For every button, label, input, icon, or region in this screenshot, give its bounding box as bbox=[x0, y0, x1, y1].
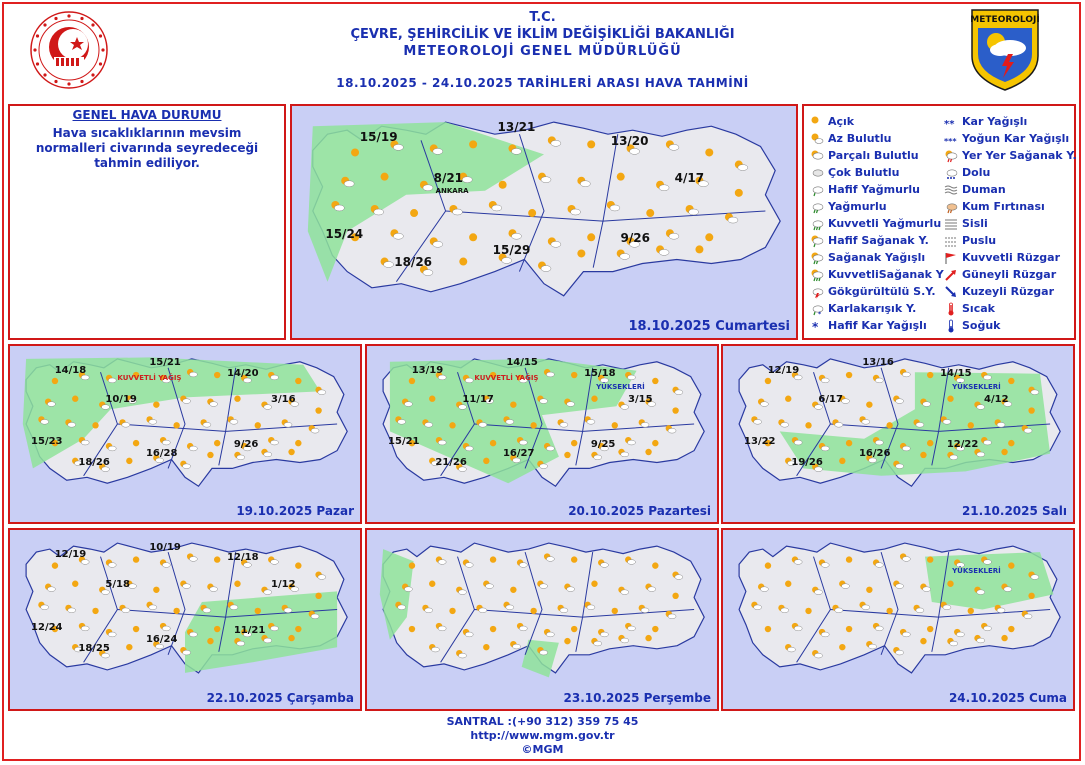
temperature-label: 10/19 bbox=[149, 541, 181, 553]
sun-icon bbox=[920, 452, 926, 458]
footer-url[interactable]: http://www.mgm.gov.tr bbox=[470, 729, 615, 742]
sun-icon bbox=[490, 440, 496, 446]
highlands-label: YÜKSEKLERİ bbox=[952, 382, 1001, 391]
sun-icon bbox=[133, 440, 139, 446]
forecast-map-date-label: 22.10.2025 Çarşamba bbox=[206, 691, 354, 705]
svg-text:*: * bbox=[812, 319, 819, 333]
temperature-label: 21/26 bbox=[435, 456, 467, 468]
temperature-label: 15/19 bbox=[359, 130, 398, 145]
rain-icon bbox=[810, 200, 824, 214]
sun-icon bbox=[410, 209, 418, 217]
sun-icon bbox=[571, 626, 577, 632]
sun-icon bbox=[207, 452, 213, 458]
forecast-map-date-label: 23.10.2025 Perşembe bbox=[563, 691, 711, 705]
light-rain-icon bbox=[810, 183, 824, 197]
legend-item bbox=[810, 198, 944, 215]
legend-item bbox=[944, 181, 1077, 198]
sun-icon bbox=[288, 635, 294, 641]
temperature-label: 13/21 bbox=[497, 120, 536, 135]
temperature-label: 14/18 bbox=[54, 364, 87, 376]
sun-icon bbox=[499, 181, 507, 189]
temperature-label: 13/20 bbox=[610, 134, 649, 149]
sun-icon bbox=[351, 148, 359, 156]
sleet-icon bbox=[810, 302, 824, 316]
legend-item-label: Hafif Kar Yağışlı bbox=[828, 319, 927, 332]
legend-item-label: Çok Bulutlu bbox=[828, 166, 900, 179]
legend-item-label: Gökgürültülü S.Y. bbox=[828, 285, 936, 298]
strong-wind-icon bbox=[944, 251, 958, 265]
temperature-label: 5/18 bbox=[105, 579, 130, 591]
temperature-label: 9/25 bbox=[590, 438, 616, 450]
sun-icon bbox=[571, 372, 577, 378]
forecast-map-day-6 bbox=[365, 528, 719, 711]
sun-icon bbox=[1028, 407, 1034, 413]
legend-item-label: Az Bulutlu bbox=[828, 132, 892, 145]
ankara-label: ANKARA bbox=[435, 186, 469, 195]
temperature-label: 3/15 bbox=[628, 394, 653, 406]
legend-item bbox=[810, 300, 944, 317]
temperature-label: 9/26 bbox=[620, 231, 650, 246]
sun-icon bbox=[846, 626, 852, 632]
temperature-label: 12/24 bbox=[31, 621, 63, 633]
sun-icon bbox=[214, 556, 220, 562]
hail-icon bbox=[944, 166, 958, 180]
legend-item-label: Karlakarışık Y. bbox=[828, 302, 917, 315]
sun-icon bbox=[1008, 626, 1014, 632]
legend-item-label: Sağanak Yağışlı bbox=[828, 251, 926, 264]
legend-item bbox=[944, 300, 1077, 317]
sun-icon bbox=[234, 396, 240, 402]
sun-icon bbox=[920, 638, 926, 644]
legend-item-label: KuvvetliSağanak Y bbox=[828, 268, 944, 281]
sun-icon bbox=[530, 608, 536, 614]
temperature-label: 12/18 bbox=[227, 552, 259, 564]
sun-icon bbox=[846, 372, 852, 378]
general-weather-title: GENEL HAVA DURUMU bbox=[72, 108, 222, 122]
sun-icon bbox=[805, 422, 811, 428]
sun-icon bbox=[449, 422, 455, 428]
temperature-label: 1/12 bbox=[271, 579, 296, 591]
sun-icon bbox=[564, 452, 570, 458]
temperature-label: 16/28 bbox=[145, 447, 178, 459]
temperature-label: 18/26 bbox=[394, 255, 433, 270]
sun-icon bbox=[846, 440, 852, 446]
weather-legend bbox=[802, 104, 1076, 340]
sun-icon bbox=[927, 372, 933, 378]
sun-icon bbox=[133, 556, 139, 562]
legend-item bbox=[810, 317, 944, 334]
temperature-label: 15/18 bbox=[584, 367, 616, 379]
sun-icon bbox=[490, 626, 496, 632]
sun-icon bbox=[947, 396, 953, 402]
legend-item bbox=[810, 249, 944, 266]
sun-icon bbox=[839, 458, 845, 464]
north-wind-icon bbox=[944, 285, 958, 299]
sun-icon bbox=[1008, 440, 1014, 446]
header-date-range: 18.10.2025 - 24.10.2025 TARİHLERİ ARASI HAVA TAHMİNİ bbox=[336, 76, 749, 90]
sun-icon bbox=[695, 245, 703, 253]
legend-item bbox=[944, 283, 1077, 300]
temperature-label: 14/15 bbox=[506, 357, 538, 369]
temperature-label: 15/29 bbox=[492, 243, 531, 258]
sun-icon bbox=[153, 587, 159, 593]
heavy-rain-warning-label: KUVVETLİ YAĞIŞ bbox=[474, 373, 539, 382]
legend-item-label: Puslu bbox=[962, 234, 997, 247]
legend-item bbox=[810, 130, 944, 147]
forecast-map-day-4 bbox=[721, 344, 1075, 524]
sun-icon bbox=[571, 440, 577, 446]
legend-item-label: Duman bbox=[962, 183, 1006, 196]
sun-icon bbox=[214, 372, 220, 378]
turkey-map bbox=[723, 530, 1073, 709]
temperature-label: 12/22 bbox=[946, 438, 979, 450]
sun-icon bbox=[173, 608, 179, 614]
legend-item bbox=[810, 283, 944, 300]
sun-icon bbox=[255, 422, 261, 428]
forecast-map-date-label: 21.10.2025 Salı bbox=[961, 504, 1067, 518]
sun-icon bbox=[295, 440, 301, 446]
sun-icon bbox=[528, 209, 536, 217]
sun-icon bbox=[530, 422, 536, 428]
south-wind-icon bbox=[944, 268, 958, 282]
footer-copyright: ©MGM bbox=[521, 743, 564, 756]
svg-text:**: ** bbox=[944, 118, 955, 129]
sun-icon bbox=[52, 562, 58, 568]
few-clouds-icon bbox=[810, 132, 824, 146]
forecast-map-day-7 bbox=[721, 528, 1075, 711]
sun-icon bbox=[587, 233, 595, 241]
sun-icon bbox=[490, 556, 496, 562]
legend-item bbox=[944, 215, 1077, 232]
temperature-label: 15/21 bbox=[149, 357, 181, 369]
sun-icon bbox=[92, 422, 98, 428]
temperature-label: 18/25 bbox=[78, 642, 110, 654]
sun-icon bbox=[381, 173, 389, 181]
sun-icon bbox=[510, 587, 516, 593]
sun-icon bbox=[1001, 635, 1007, 641]
logo-text: METEOROLOJİ bbox=[970, 15, 1040, 25]
temperature-label: 15/23 bbox=[31, 435, 63, 447]
sun-icon bbox=[617, 173, 625, 181]
forecast-map-day-3 bbox=[365, 344, 719, 524]
temperature-label: 15/24 bbox=[325, 227, 364, 242]
sun-icon bbox=[927, 626, 933, 632]
cold-icon bbox=[944, 319, 958, 333]
sun-icon bbox=[295, 378, 301, 384]
sun-icon bbox=[735, 189, 743, 197]
temperature-label: 12/19 bbox=[767, 364, 800, 376]
temperature-label: 6/17 bbox=[818, 394, 843, 406]
temperature-label: 15/21 bbox=[388, 435, 420, 447]
legend-item bbox=[944, 164, 1077, 181]
header bbox=[0, 0, 1085, 100]
legend-item-label: Hafif Yağmurlu bbox=[828, 183, 920, 196]
sun-icon bbox=[409, 378, 415, 384]
sun-icon bbox=[968, 422, 974, 428]
legend-item bbox=[810, 181, 944, 198]
sun-icon bbox=[52, 378, 58, 384]
sun-icon bbox=[968, 608, 974, 614]
sun-icon bbox=[126, 458, 132, 464]
temperature-label: 19/26 bbox=[791, 456, 823, 468]
sun-icon bbox=[459, 258, 467, 266]
temperature-label: 16/26 bbox=[858, 447, 891, 459]
thunderstorm-icon bbox=[810, 285, 824, 299]
legend-item-label: Açık bbox=[828, 115, 855, 128]
footer-phone: SANTRAL :(+90 312) 359 75 45 bbox=[446, 715, 639, 728]
sun-icon bbox=[1008, 562, 1014, 568]
sun-icon bbox=[947, 581, 953, 587]
header-directorate: METEOROLOJİ GENEL MÜDÜRLÜĞÜ bbox=[403, 44, 682, 59]
turkey-map bbox=[367, 530, 717, 709]
legend-item bbox=[944, 113, 1077, 130]
sun-icon bbox=[510, 401, 516, 407]
sun-icon bbox=[785, 396, 791, 402]
header-tc: T.C. bbox=[529, 10, 556, 25]
temperature-label: 18/26 bbox=[78, 456, 110, 468]
sun-icon bbox=[705, 233, 713, 241]
temperature-label: 16/24 bbox=[145, 633, 178, 645]
legend-item-label: Kuvvetli Rüzgar bbox=[962, 251, 1061, 264]
sun-icon bbox=[652, 626, 658, 632]
legend-item-label: Dolu bbox=[962, 166, 991, 179]
sun-icon bbox=[612, 422, 618, 428]
sun-icon bbox=[255, 608, 261, 614]
legend-item-label: Yer Yer Sağanak Y. bbox=[962, 149, 1077, 162]
sun-icon bbox=[126, 644, 132, 650]
temperature-label: 14/15 bbox=[940, 367, 972, 379]
legend-item-label: Güneyli Rüzgar bbox=[962, 268, 1057, 281]
light-snow-icon bbox=[810, 319, 824, 333]
fog-icon bbox=[944, 217, 958, 231]
temperature-label: 14/20 bbox=[227, 367, 259, 379]
sun-icon bbox=[672, 407, 678, 413]
sun-icon bbox=[652, 378, 658, 384]
snow-icon bbox=[944, 115, 958, 129]
sun-icon bbox=[1008, 378, 1014, 384]
legend-item-label: Kuvvetli Yağmurlu bbox=[828, 217, 942, 230]
sun-icon bbox=[288, 449, 294, 455]
sun-icon bbox=[765, 378, 771, 384]
general-weather-description: Hava sıcaklıklarının mevsim normalleri civarında seyredeceği tahmin ediliyor. bbox=[35, 126, 259, 170]
sun-icon bbox=[645, 449, 651, 455]
sun-icon bbox=[927, 556, 933, 562]
sun-icon bbox=[564, 638, 570, 644]
legend-item bbox=[810, 215, 944, 232]
temperature-label: 12/19 bbox=[54, 549, 87, 561]
forecast-map-date-label: 19.10.2025 Pazar bbox=[236, 504, 354, 518]
temperature-label: 8/21 bbox=[433, 170, 464, 185]
sun-icon bbox=[927, 440, 933, 446]
sun-icon bbox=[133, 626, 139, 632]
legend-item bbox=[810, 147, 944, 164]
legend-item-label: Yoğun Kar Yağışlı bbox=[962, 132, 1070, 145]
heavy-shower-icon bbox=[810, 268, 824, 282]
sun-icon bbox=[646, 209, 654, 217]
sun-icon bbox=[705, 148, 713, 156]
sun-icon bbox=[1001, 449, 1007, 455]
sun-icon bbox=[765, 562, 771, 568]
forecast-map-day-2 bbox=[8, 344, 362, 524]
legend-item bbox=[944, 266, 1077, 283]
sun-icon bbox=[571, 556, 577, 562]
sun-icon bbox=[866, 587, 872, 593]
scattered-shower-icon bbox=[944, 149, 958, 163]
legend-item-label: Yağmurlu bbox=[828, 200, 887, 213]
cloudy-icon bbox=[810, 166, 824, 180]
temperature-label: 16/27 bbox=[502, 447, 535, 459]
footer bbox=[0, 715, 1085, 757]
sun-icon bbox=[214, 626, 220, 632]
sun-icon bbox=[839, 644, 845, 650]
forecast-map-day-1 bbox=[290, 104, 798, 340]
general-weather-panel bbox=[8, 104, 286, 340]
sun-icon bbox=[785, 581, 791, 587]
forecast-map-date-label: 24.10.2025 Cuma bbox=[948, 691, 1067, 705]
sun-icon bbox=[295, 626, 301, 632]
forecast-map-date-label: 20.10.2025 Pazartesi bbox=[568, 504, 711, 518]
legend-item bbox=[810, 232, 944, 249]
temperature-label: 11/21 bbox=[233, 624, 266, 636]
legend-item-label: Sisli bbox=[962, 217, 988, 230]
sun-icon bbox=[1028, 593, 1034, 599]
legend-item-label: Sıcak bbox=[962, 302, 995, 315]
sun-icon bbox=[469, 233, 477, 241]
sandstorm-icon bbox=[944, 200, 958, 214]
highlands-label: YÜKSEKLERİ bbox=[596, 382, 645, 391]
ministry-seal-logo bbox=[30, 11, 108, 89]
legend-item-label: Kar Yağışlı bbox=[962, 115, 1028, 128]
sun-icon bbox=[72, 396, 78, 402]
heavy-rain-warning-label: KUVVETLİ YAĞIŞ bbox=[117, 373, 182, 382]
temperature-label: 13/22 bbox=[744, 435, 776, 447]
temperature-label: 10/19 bbox=[105, 394, 137, 406]
light-shower-icon bbox=[810, 234, 824, 248]
temperature-label: 3/16 bbox=[271, 394, 296, 406]
sun-icon bbox=[429, 396, 435, 402]
temperature-label: 4/17 bbox=[674, 170, 705, 185]
sun-icon bbox=[810, 115, 824, 129]
sun-icon bbox=[591, 581, 597, 587]
sun-icon bbox=[765, 626, 771, 632]
hot-icon bbox=[944, 302, 958, 316]
legend-column-2 bbox=[944, 113, 1077, 334]
sun-icon bbox=[409, 626, 415, 632]
sun-icon bbox=[483, 458, 489, 464]
temperature-label: 13/16 bbox=[862, 357, 894, 369]
legend-item bbox=[944, 317, 1077, 334]
sun-icon bbox=[672, 593, 678, 599]
sun-icon bbox=[886, 422, 892, 428]
sun-icon bbox=[295, 562, 301, 568]
legend-item bbox=[944, 198, 1077, 215]
meteoroloji-shield-logo bbox=[970, 8, 1040, 92]
sun-icon bbox=[652, 440, 658, 446]
sun-icon bbox=[612, 608, 618, 614]
legend-item-label: Kuzeyli Rüzgar bbox=[962, 285, 1054, 298]
sun-icon bbox=[577, 249, 585, 257]
sun-icon bbox=[429, 581, 435, 587]
sun-icon bbox=[72, 581, 78, 587]
sun-icon bbox=[409, 562, 415, 568]
partly-cloudy-icon bbox=[810, 149, 824, 163]
temperature-label: 11/17 bbox=[462, 394, 494, 406]
header-ministry: ÇEVRE, ŞEHİRCİLİK VE İKLİM DEĞİŞİKLİĞİ BAKANLIĞI bbox=[350, 27, 735, 42]
legend-item-label: Kum Fırtınası bbox=[962, 200, 1045, 213]
temperature-label: 13/19 bbox=[411, 364, 444, 376]
sun-icon bbox=[591, 396, 597, 402]
sun-icon bbox=[483, 644, 489, 650]
sun-icon bbox=[645, 635, 651, 641]
sun-icon bbox=[173, 422, 179, 428]
legend-item-label: Hafif Sağanak Y. bbox=[828, 234, 929, 247]
svg-text:***: *** bbox=[944, 136, 957, 146]
highlands-label: YÜKSEKLERİ bbox=[952, 567, 1001, 576]
forecast-map-day-5 bbox=[8, 528, 362, 711]
sun-icon bbox=[315, 407, 321, 413]
legend-item bbox=[944, 249, 1077, 266]
sun-icon bbox=[866, 401, 872, 407]
forecast-map-date-label: 18.10.2025 Cumartesi bbox=[628, 319, 790, 334]
legend-column-1 bbox=[810, 113, 944, 334]
smoke-icon bbox=[944, 183, 958, 197]
sun-icon bbox=[805, 608, 811, 614]
heavy-rain-icon bbox=[810, 217, 824, 231]
sun-icon bbox=[153, 401, 159, 407]
sun-icon bbox=[214, 440, 220, 446]
sun-icon bbox=[469, 140, 477, 148]
sun-icon bbox=[587, 140, 595, 148]
legend-item bbox=[944, 147, 1077, 164]
legend-item bbox=[810, 266, 944, 283]
sun-icon bbox=[92, 608, 98, 614]
sun-icon bbox=[315, 593, 321, 599]
legend-item bbox=[944, 130, 1077, 147]
temperature-label: 9/26 bbox=[233, 438, 259, 450]
sun-icon bbox=[207, 638, 213, 644]
haze-icon bbox=[944, 234, 958, 248]
temperature-label: 4/12 bbox=[984, 394, 1009, 406]
svg-text:*: * bbox=[818, 310, 822, 316]
sun-icon bbox=[234, 581, 240, 587]
sun-icon bbox=[846, 556, 852, 562]
legend-item bbox=[810, 164, 944, 181]
legend-item-label: Parçalı Bulutlu bbox=[828, 149, 919, 162]
sun-icon bbox=[652, 562, 658, 568]
legend-item bbox=[810, 113, 944, 130]
sun-icon bbox=[886, 608, 892, 614]
legend-item-label: Soğuk bbox=[962, 319, 1001, 332]
heavy-snow-icon bbox=[944, 132, 958, 146]
shower-icon bbox=[810, 251, 824, 265]
sun-icon bbox=[449, 608, 455, 614]
legend-item bbox=[944, 232, 1077, 249]
